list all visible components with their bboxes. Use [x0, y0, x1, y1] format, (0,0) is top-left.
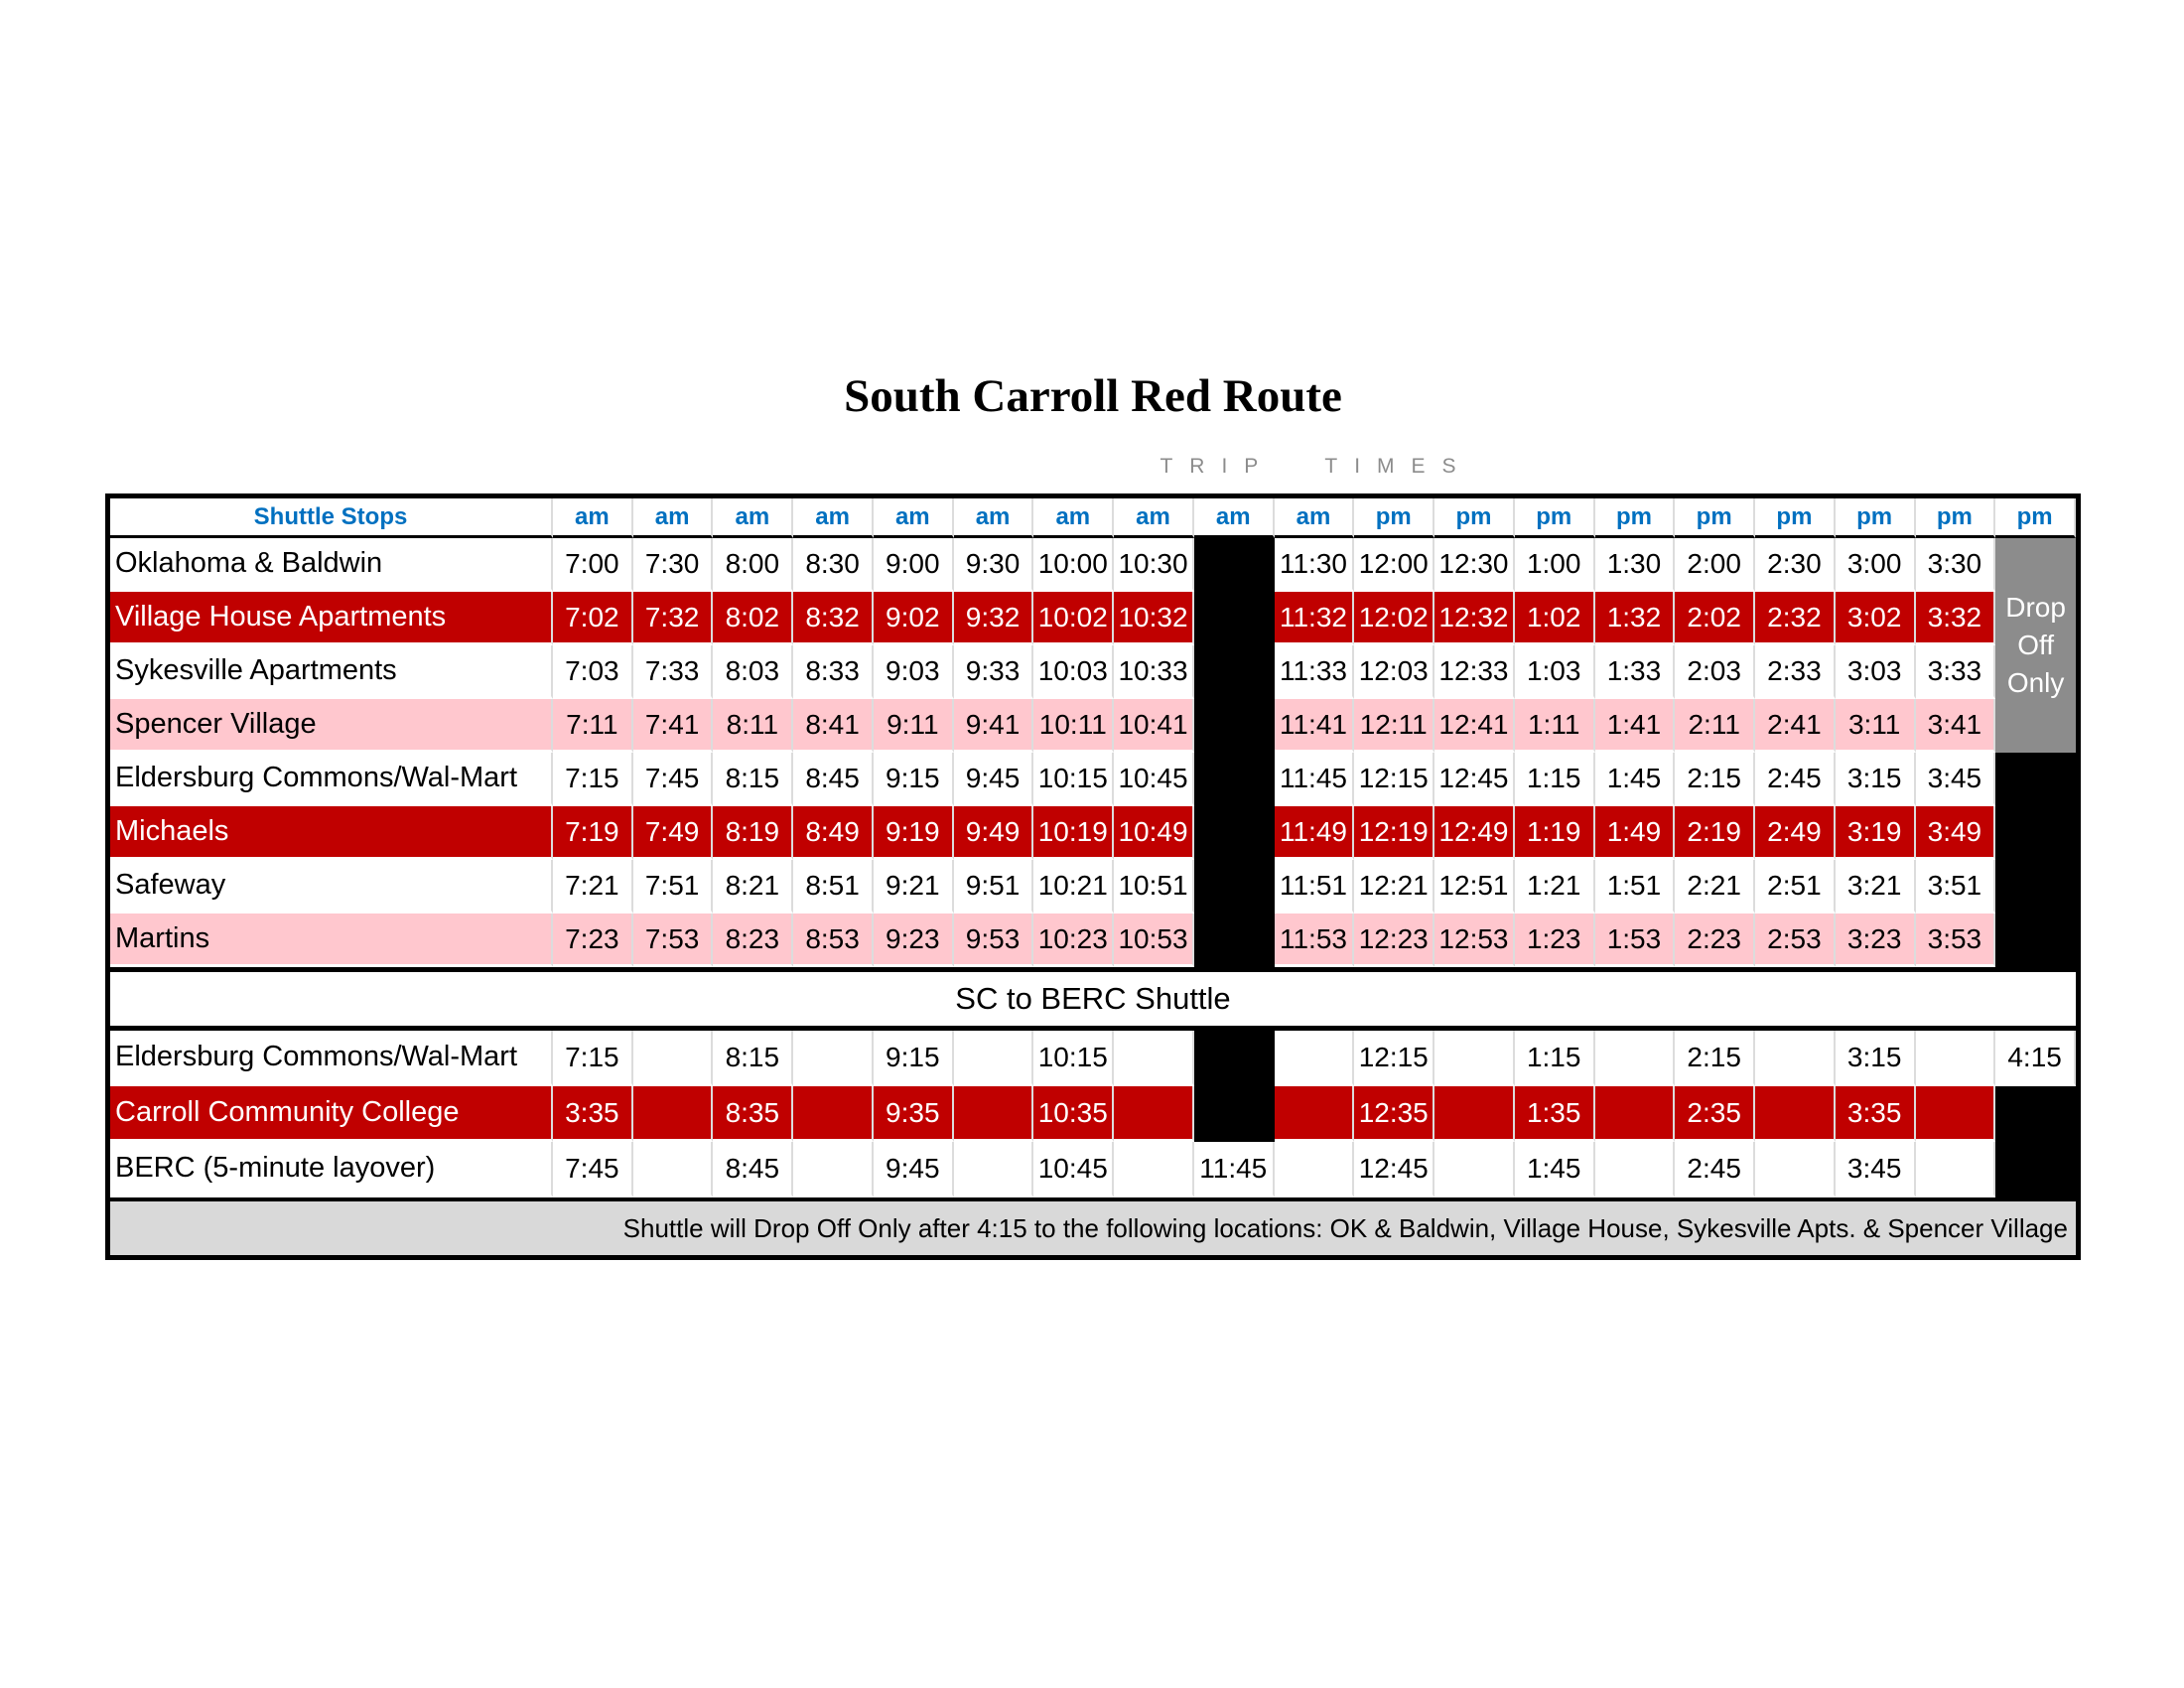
time-cell: 3:45 — [1916, 753, 1996, 806]
column-header-period: pm — [1995, 498, 2076, 538]
time-cell — [1434, 1142, 1515, 1197]
column-header-period: am — [874, 498, 954, 538]
time-cell: 11:45 — [1194, 1142, 1275, 1197]
time-cell: 3:33 — [1916, 645, 1996, 699]
time-cell — [954, 1031, 1034, 1086]
time-cell: 1:30 — [1595, 538, 1676, 592]
time-cell: 3:21 — [1836, 860, 1916, 914]
time-cell: 11:32 — [1275, 592, 1355, 645]
stop-label: Spencer Village — [110, 699, 553, 753]
page-title: South Carroll Red Route — [844, 370, 1342, 422]
time-cell: 8:41 — [793, 699, 874, 753]
time-cell: 2:32 — [1755, 592, 1836, 645]
time-cell: 12:53 — [1434, 914, 1515, 967]
time-cell: 9:32 — [954, 592, 1034, 645]
time-cell: 1:32 — [1595, 592, 1676, 645]
column-header-period: am — [793, 498, 874, 538]
stop-label: Eldersburg Commons/Wal-Mart — [110, 753, 553, 806]
time-cell: 10:00 — [1033, 538, 1114, 592]
time-cell: 12:45 — [1354, 1142, 1434, 1197]
time-cell: 7:21 — [553, 860, 633, 914]
time-cell: 3:02 — [1836, 592, 1916, 645]
stop-label: Oklahoma & Baldwin — [110, 538, 553, 592]
time-cell: 2:21 — [1675, 860, 1755, 914]
time-cell: 3:30 — [1916, 538, 1996, 592]
time-cell: 9:21 — [874, 860, 954, 914]
stop-label: Carroll Community College — [110, 1086, 553, 1142]
time-cell — [1434, 1086, 1515, 1142]
time-cell: 12:03 — [1354, 645, 1434, 699]
time-cell: 8:35 — [713, 1086, 793, 1142]
time-cell: 2:30 — [1755, 538, 1836, 592]
time-cell: 1:49 — [1595, 806, 1676, 860]
time-cell — [1114, 1031, 1194, 1086]
time-cell: 8:45 — [713, 1142, 793, 1197]
column-header-period: pm — [1755, 498, 1836, 538]
time-cell: 10:53 — [1114, 914, 1194, 967]
no-service-block — [1995, 1086, 2076, 1197]
schedule-table — [105, 493, 2081, 1260]
time-cell — [1916, 1031, 1996, 1086]
time-cell: 1:11 — [1515, 699, 1595, 753]
time-cell: 2:53 — [1755, 914, 1836, 967]
time-cell: 11:30 — [1275, 538, 1355, 592]
time-cell: 2:51 — [1755, 860, 1836, 914]
time-cell: 1:15 — [1515, 753, 1595, 806]
time-cell — [633, 1031, 714, 1086]
time-cell: 2:15 — [1675, 1031, 1755, 1086]
time-cell: 12:45 — [1434, 753, 1515, 806]
time-cell: 2:00 — [1675, 538, 1755, 592]
time-cell: 8:53 — [793, 914, 874, 967]
time-cell: 9:45 — [954, 753, 1034, 806]
time-cell: 12:00 — [1354, 538, 1434, 592]
time-cell — [1114, 1142, 1194, 1197]
time-cell — [1755, 1142, 1836, 1197]
time-cell: 10:21 — [1033, 860, 1114, 914]
time-cell: 12:23 — [1354, 914, 1434, 967]
time-cell: 2:02 — [1675, 592, 1755, 645]
time-cell: 8:32 — [793, 592, 874, 645]
time-cell: 7:02 — [553, 592, 633, 645]
time-cell: 10:32 — [1114, 592, 1194, 645]
time-cell: 9:30 — [954, 538, 1034, 592]
time-cell: 7:15 — [553, 753, 633, 806]
column-header-period: pm — [1675, 498, 1755, 538]
time-cell: 2:41 — [1755, 699, 1836, 753]
stop-label: Sykesville Apartments — [110, 645, 553, 699]
time-cell: 2:19 — [1675, 806, 1755, 860]
time-cell: 2:11 — [1675, 699, 1755, 753]
time-cell: 9:15 — [874, 1031, 954, 1086]
time-cell: 7:03 — [553, 645, 633, 699]
time-cell: 2:35 — [1675, 1086, 1755, 1142]
trip-times-heading: TRIP TIMES — [1160, 455, 1473, 478]
time-cell: 9:41 — [954, 699, 1034, 753]
column-header-period: pm — [1515, 498, 1595, 538]
time-cell: 1:35 — [1515, 1086, 1595, 1142]
time-cell: 8:23 — [713, 914, 793, 967]
time-cell: 2:23 — [1675, 914, 1755, 967]
time-cell: 3:00 — [1836, 538, 1916, 592]
time-cell: 10:03 — [1033, 645, 1114, 699]
time-cell: 8:03 — [713, 645, 793, 699]
time-cell: 12:51 — [1434, 860, 1515, 914]
stop-label: Martins — [110, 914, 553, 967]
time-cell: 9:15 — [874, 753, 954, 806]
time-cell — [793, 1142, 874, 1197]
time-cell: 9:33 — [954, 645, 1034, 699]
time-cell — [1275, 1086, 1355, 1142]
time-cell: 3:23 — [1836, 914, 1916, 967]
time-cell: 9:02 — [874, 592, 954, 645]
time-cell: 7:33 — [633, 645, 714, 699]
stop-label: Eldersburg Commons/Wal-Mart — [110, 1031, 553, 1086]
time-cell: 1:03 — [1515, 645, 1595, 699]
time-cell: 7:30 — [633, 538, 714, 592]
column-header-period: pm — [1434, 498, 1515, 538]
drop-off-only-cell: Drop Off Only — [1995, 538, 2076, 753]
time-cell: 8:21 — [713, 860, 793, 914]
time-cell: 8:30 — [793, 538, 874, 592]
time-cell: 3:49 — [1916, 806, 1996, 860]
time-cell: 1:45 — [1595, 753, 1676, 806]
time-cell — [1114, 1086, 1194, 1142]
time-cell: 10:15 — [1033, 1031, 1114, 1086]
time-cell — [1755, 1086, 1836, 1142]
time-cell: 10:33 — [1114, 645, 1194, 699]
time-cell — [954, 1142, 1034, 1197]
time-cell: 7:45 — [553, 1142, 633, 1197]
time-cell: 9:35 — [874, 1086, 954, 1142]
column-header-period: am — [633, 498, 714, 538]
column-header-period: am — [1033, 498, 1114, 538]
time-cell: 2:45 — [1675, 1142, 1755, 1197]
time-cell: 11:33 — [1275, 645, 1355, 699]
column-header-period: am — [713, 498, 793, 538]
time-cell: 11:49 — [1275, 806, 1355, 860]
time-cell: 8:02 — [713, 592, 793, 645]
time-cell: 1:15 — [1515, 1031, 1595, 1086]
time-cell: 10:49 — [1114, 806, 1194, 860]
time-cell: 7:19 — [553, 806, 633, 860]
time-cell — [633, 1142, 714, 1197]
time-cell — [793, 1086, 874, 1142]
time-cell: 1:19 — [1515, 806, 1595, 860]
time-cell: 9:53 — [954, 914, 1034, 967]
time-cell: 12:15 — [1354, 1031, 1434, 1086]
time-cell: 3:19 — [1836, 806, 1916, 860]
time-cell — [1595, 1086, 1676, 1142]
footer-note: Shuttle will Drop Off Only after 4:15 to the following locations: OK & Baldwin, Village House, Sykesville Apts. & Spencer Village — [110, 1197, 2076, 1255]
time-cell: 10:35 — [1033, 1086, 1114, 1142]
time-cell: 7:41 — [633, 699, 714, 753]
no-service-block — [1995, 753, 2076, 967]
time-cell — [633, 1086, 714, 1142]
time-cell: 3:51 — [1916, 860, 1996, 914]
time-cell — [1755, 1031, 1836, 1086]
time-cell: 12:32 — [1434, 592, 1515, 645]
time-cell: 7:45 — [633, 753, 714, 806]
time-cell: 8:11 — [713, 699, 793, 753]
time-cell — [1275, 1031, 1355, 1086]
column-header-period: pm — [1836, 498, 1916, 538]
time-cell: 12:41 — [1434, 699, 1515, 753]
time-cell: 3:03 — [1836, 645, 1916, 699]
time-cell — [1595, 1031, 1676, 1086]
time-cell: 8:00 — [713, 538, 793, 592]
time-cell: 10:41 — [1114, 699, 1194, 753]
time-cell: 9:23 — [874, 914, 954, 967]
time-cell: 10:23 — [1033, 914, 1114, 967]
time-cell: 7:49 — [633, 806, 714, 860]
time-cell: 3:45 — [1836, 1142, 1916, 1197]
no-service-block — [1194, 538, 1275, 967]
time-cell: 10:19 — [1033, 806, 1114, 860]
column-header-period: am — [1275, 498, 1355, 538]
time-cell — [954, 1086, 1034, 1142]
time-cell: 9:49 — [954, 806, 1034, 860]
time-cell: 11:53 — [1275, 914, 1355, 967]
time-cell: 3:53 — [1916, 914, 1996, 967]
time-cell: 10:30 — [1114, 538, 1194, 592]
stop-label: Michaels — [110, 806, 553, 860]
time-cell: 9:03 — [874, 645, 954, 699]
time-cell: 1:45 — [1515, 1142, 1595, 1197]
column-header-period: am — [1194, 498, 1275, 538]
column-header-period: pm — [1916, 498, 1996, 538]
time-cell: 12:21 — [1354, 860, 1434, 914]
time-cell: 7:32 — [633, 592, 714, 645]
column-header-period: am — [954, 498, 1034, 538]
time-cell — [1434, 1031, 1515, 1086]
column-header-period: am — [553, 498, 633, 538]
time-cell: 9:00 — [874, 538, 954, 592]
time-cell: 8:15 — [713, 1031, 793, 1086]
time-cell: 11:45 — [1275, 753, 1355, 806]
time-cell: 10:51 — [1114, 860, 1194, 914]
time-cell: 7:23 — [553, 914, 633, 967]
time-cell: 1:53 — [1595, 914, 1676, 967]
time-cell: 1:00 — [1515, 538, 1595, 592]
time-cell: 9:51 — [954, 860, 1034, 914]
time-cell: 12:19 — [1354, 806, 1434, 860]
stop-label: BERC (5-minute layover) — [110, 1142, 553, 1197]
time-cell: 12:02 — [1354, 592, 1434, 645]
time-cell: 2:49 — [1755, 806, 1836, 860]
time-cell: 3:35 — [553, 1086, 633, 1142]
time-cell: 12:49 — [1434, 806, 1515, 860]
stop-label: Village House Apartments — [110, 592, 553, 645]
time-cell: 8:15 — [713, 753, 793, 806]
time-cell — [1916, 1142, 1996, 1197]
time-cell: 11:41 — [1275, 699, 1355, 753]
time-cell: 7:51 — [633, 860, 714, 914]
column-header-period: am — [1114, 498, 1194, 538]
time-cell: 3:35 — [1836, 1086, 1916, 1142]
time-cell: 2:45 — [1755, 753, 1836, 806]
time-cell: 8:49 — [793, 806, 874, 860]
time-cell: 9:45 — [874, 1142, 954, 1197]
time-cell: 10:45 — [1033, 1142, 1114, 1197]
time-cell: 12:30 — [1434, 538, 1515, 592]
time-cell: 7:53 — [633, 914, 714, 967]
time-cell: 11:51 — [1275, 860, 1355, 914]
time-cell — [1275, 1142, 1355, 1197]
time-cell: 10:02 — [1033, 592, 1114, 645]
time-cell: 9:11 — [874, 699, 954, 753]
time-cell: 8:45 — [793, 753, 874, 806]
time-cell: 12:33 — [1434, 645, 1515, 699]
time-cell: 1:02 — [1515, 592, 1595, 645]
column-header-period: pm — [1595, 498, 1676, 538]
time-cell: 12:15 — [1354, 753, 1434, 806]
time-cell: 3:15 — [1836, 1031, 1916, 1086]
time-cell: 3:15 — [1836, 753, 1916, 806]
time-cell: 3:32 — [1916, 592, 1996, 645]
time-cell: 7:00 — [553, 538, 633, 592]
time-cell: 10:11 — [1033, 699, 1114, 753]
time-cell: 7:11 — [553, 699, 633, 753]
time-cell — [793, 1031, 874, 1086]
time-cell: 10:15 — [1033, 753, 1114, 806]
stop-label: Safeway — [110, 860, 553, 914]
time-cell: 4:15 — [1995, 1031, 2076, 1086]
column-header-shuttle-stops: Shuttle Stops — [110, 498, 553, 538]
time-cell: 1:41 — [1595, 699, 1676, 753]
time-cell — [1595, 1142, 1676, 1197]
time-cell: 2:15 — [1675, 753, 1755, 806]
time-cell: 7:15 — [553, 1031, 633, 1086]
time-cell: 8:19 — [713, 806, 793, 860]
time-cell: 1:21 — [1515, 860, 1595, 914]
time-cell: 1:33 — [1595, 645, 1676, 699]
time-cell: 8:51 — [793, 860, 874, 914]
time-cell: 8:33 — [793, 645, 874, 699]
no-service-block — [1194, 1031, 1275, 1142]
time-cell: 12:35 — [1354, 1086, 1434, 1142]
time-cell: 9:19 — [874, 806, 954, 860]
column-header-period: pm — [1354, 498, 1434, 538]
time-cell: 3:41 — [1916, 699, 1996, 753]
time-cell: 10:45 — [1114, 753, 1194, 806]
time-cell: 2:33 — [1755, 645, 1836, 699]
time-cell: 1:51 — [1595, 860, 1676, 914]
time-cell: 2:03 — [1675, 645, 1755, 699]
time-cell — [1916, 1086, 1996, 1142]
section-title: SC to BERC Shuttle — [110, 967, 2076, 1031]
time-cell: 1:23 — [1515, 914, 1595, 967]
time-cell: 12:11 — [1354, 699, 1434, 753]
time-cell: 3:11 — [1836, 699, 1916, 753]
